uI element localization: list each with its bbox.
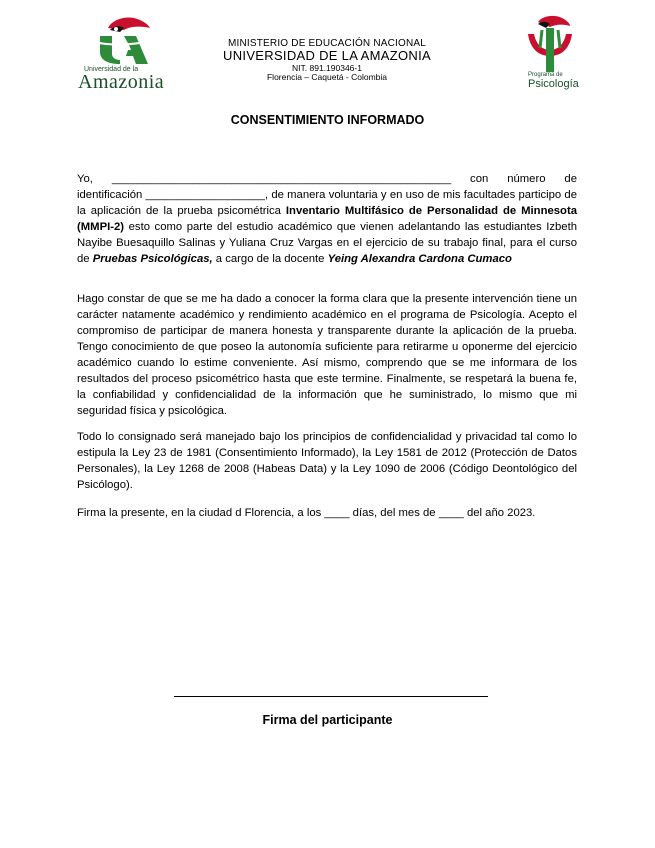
document-title: CONSENTIMIENTO INFORMADO [230, 113, 425, 127]
psi-toucan-logo-icon [524, 14, 576, 76]
text-segment: a cargo de la docente [212, 253, 328, 265]
course-name: Pruebas Psicológicas, [92, 253, 213, 265]
signature-label: Firma del participante [262, 713, 393, 727]
consent-paragraph-identification [77, 171, 577, 267]
test-name: Inventario Multifásico de Personalidad de Minnesota (MMPI-2) [77, 205, 577, 233]
letterhead [180, 38, 474, 83]
location: Florencia – Caquetá - Colombia [266, 72, 387, 83]
consent-paragraph-legal: Todo lo consignado será manejado bajo los principios de confidencialidad y privacidad tal como lo estipula la Ley 23 de 1981 (Consentimiento Informado), la Ley 1581 de 2012 (Protección de Datos Personales), la Ley 1268 de 2008 (Habeas Data) y la Ley 1090 de 2006 (Código Deontológico del Psicólogo). [77, 431, 577, 491]
nit-number: NIT. 891.190346-1 [292, 62, 362, 73]
logo-name: Psicología [528, 78, 579, 90]
logo-name: Amazonia [78, 71, 165, 93]
university-name: UNIVERSIDAD DE LA AMAZONIA [223, 48, 431, 64]
teacher-name: Yeing Alexandra Cardona Cumaco [327, 253, 512, 265]
psychology-program-logo [522, 14, 582, 90]
consent-paragraph-signature-date: Firma la presente, en la ciudad d Florencia, a los ____ días, del mes de ____ del año 2023. [77, 507, 536, 519]
text-segment: esto como parte del estudio académico que vienen adelantando las estudiantes Izbeth Nayibe Buesaquillo Salinas y Yuliana Cruz Vargas en el ejercicio de su trabajo final, para el curso de [77, 221, 577, 265]
university-logo [76, 14, 170, 93]
consent-paragraph-statement: Hago constar de que se me ha dado a conocer la forma clara que la presente intervención tiene un carácter natamente académico y rendimiento académico en el programa de Psicología. Acepto el compromiso de participar de manera honesta y transparente durante la aplicación de la prueba. Tengo conocimiento de que poseo la autonomía suficiente para retirarme u oponerme del ejercicio académico cuando lo estime conveniente. Así mismo, comprendo que se me informara de los resultados del proceso psicométrico hasta que este termine. Finalmente, se respetará la buena fe, la confiabilidad y confidencialidad de la información que he suministrado, lo mismo que mi seguridad física y psicológica. [77, 293, 577, 417]
logo-subtitle: Universidad de la [84, 66, 139, 73]
text-segment: Yo, ______________________________________________________ con número de identificación ___________________, de manera voluntaria y en uso de mis facultades participo de la aplicación de la prueba psicométrica [77, 173, 577, 217]
logo-subtitle: Programa de [528, 72, 563, 78]
ministry-name: MINISTERIO DE EDUCACIÓN NACIONAL [227, 38, 427, 49]
toucan-ua-logo-icon [90, 14, 160, 70]
signature-line [174, 696, 488, 697]
